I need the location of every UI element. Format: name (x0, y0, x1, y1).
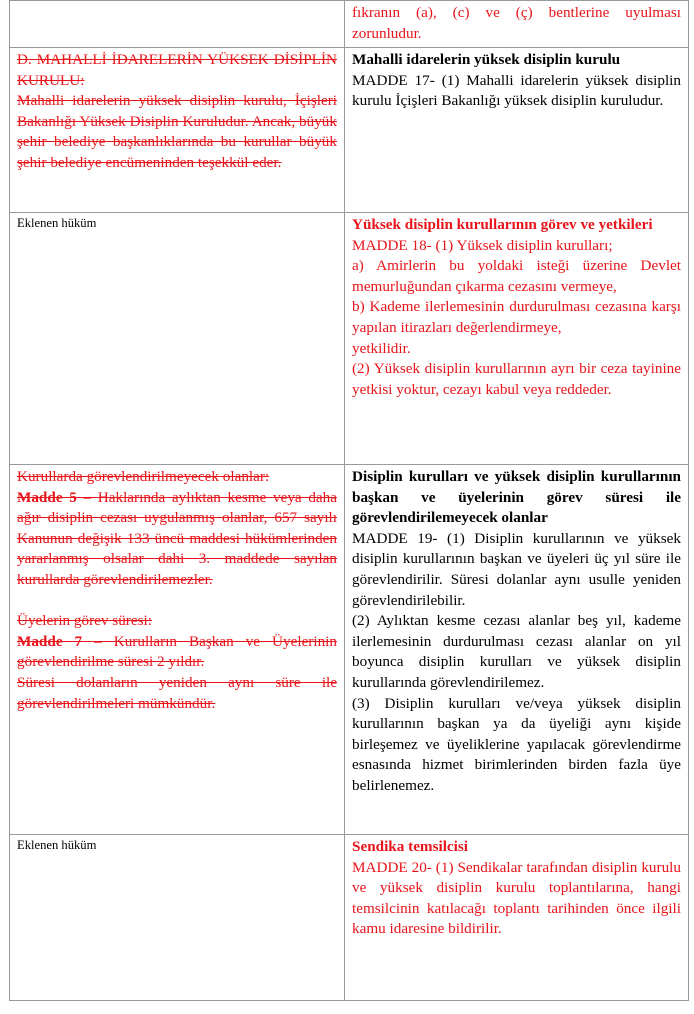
paragraph-text: Eklenen hüküm (17, 838, 97, 852)
paragraph-text: (2) Yüksek disiplin kurullarının ayrı bir ceza tayinine yetkisi yoktur, cezayı kabul veya reddeder. (352, 360, 681, 398)
paragraph-text: Sendika temsilcisi (352, 838, 469, 855)
paragraph-text: D. MAHALLİ İDARELERİN YÜKSEK DİSİPLİN KURULU: (17, 51, 337, 89)
old-text-cell (10, 835, 345, 1001)
paragraph-text: MADDE 17- (1) Mahalli idarelerin yüksek disiplin kurulu İçişleri Bakanlığı yüksek disiplin kuruludur. (352, 71, 681, 110)
new-text-cell (345, 213, 689, 465)
paragraph (352, 256, 681, 297)
paragraph-text: MADDE 20- (1) Sendikalar tarafından disiplin kurulu ve yüksek disiplin kurulu toplantılarına, hangi temsilcinin katılacağı toplantı tarihinden önce ilgili kamu idaresine bildirilir. (352, 858, 681, 938)
old-text-cell (10, 213, 345, 465)
paragraph-text: Yüksek disiplin kurullarının görev ve yetkileri (352, 216, 653, 233)
paragraph-text: MADDE 18- (1) Yüksek disiplin kurulları; (352, 236, 613, 254)
paragraph-text: b) Kademe ilerlemesinin durdurulması cezasına karşı yapılan itirazları değerlendirmeye, (352, 298, 681, 336)
paragraph-text: Süresi dolanların yeniden aynı süre ile görevlendirilmeleri mümkündür. (17, 673, 337, 712)
paragraph (17, 467, 337, 488)
paragraph (17, 611, 337, 632)
table-row (10, 48, 689, 213)
paragraph (17, 632, 337, 673)
paragraph (352, 529, 681, 611)
paragraph (352, 297, 681, 338)
table-row (10, 835, 689, 1001)
table-row (10, 1, 689, 48)
added-provision-label (17, 215, 337, 232)
paragraph (352, 236, 681, 257)
paragraph-text: (2) Aylıktan kesme cezası alanlar beş yıl, kademe ilerlemesinin durdurulması cezası alanlar on yıl boyunca disiplin kurulları ve yüksek disiplin kurullarında görevlendirilemez. (352, 612, 681, 691)
new-text-cell (345, 48, 689, 213)
paragraph-text: a) Amirlerin bu yoldaki isteği üzerine Devlet memurluğundan çıkarma cezasını vermeye, (352, 257, 681, 295)
table-row (10, 465, 689, 835)
article-heading (352, 215, 681, 236)
paragraph-text: Kurullarda görevlendirilmeyecek olanlar: (17, 468, 270, 485)
paragraph (17, 50, 337, 91)
paragraph (17, 591, 337, 612)
paragraph-text: yetkilidir. (352, 339, 411, 357)
paragraph (352, 858, 681, 940)
paragraph-text: Disiplin kurulları ve yüksek disiplin kurullarının başkan ve üyelerinin görev süresi ile görevlendirilemeyecek olanlar (352, 468, 681, 527)
paragraph (352, 3, 681, 44)
table-row (10, 213, 689, 465)
document-page (9, 0, 686, 1001)
article-heading (352, 50, 681, 71)
paragraph-text: (3) Disiplin kurulları ve/veya yüksek disiplin kurullarının başkan ya da üyeliği aynı kişide birleşemez ve üyeliklerine yapılacak görevlendirme esnasında hizmet birimlerinden birden fazla üye belirlenemez. (352, 694, 681, 794)
article-number: Madde 5 (17, 488, 77, 506)
added-provision-label (17, 837, 337, 854)
old-text-cell (10, 1, 345, 48)
paragraph (17, 488, 337, 591)
paragraph-text: MADDE 19- (1) Disiplin kurullarının ve yüksek disiplin kurullarının başkan ve üyeleri üç yıl süre ile görevlendirilir. Süresi dolanlar aynı usulle yeniden görevlendirilebilir. (352, 529, 681, 609)
paragraph (352, 71, 681, 112)
new-text-cell (345, 1, 689, 48)
paragraph (17, 91, 337, 173)
paragraph (352, 694, 681, 797)
paragraph-text: Mahalli idarelerin yüksek disiplin kurulu (352, 51, 621, 68)
article-heading (352, 467, 681, 529)
new-text-cell (345, 465, 689, 835)
paragraph-text: fıkranın (a), (c) ve (ç) bentlerine uyulması zorunludur. (352, 4, 681, 42)
new-text-cell (345, 835, 689, 1001)
paragraph (352, 339, 681, 360)
paragraph (352, 611, 681, 693)
paragraph-text: Üyelerin görev süresi: (17, 612, 152, 630)
paragraph (352, 359, 681, 400)
old-text-cell (10, 48, 345, 213)
paragraph-text: Mahalli idarelerin yüksek disiplin kurulu, İçişleri Bakanlığı Yüksek Disiplin Kuruludur. Ancak, büyük şehir belediye başkanlıklarında bu kurullar büyük şehir belediye encümeninden teşekkül eder. (17, 92, 337, 171)
paragraph-text: – Kurulların Başkan ve Üyelerinin görevlendirilme süresi 2 yıldır. (17, 632, 337, 671)
paragraph-text: Eklenen hüküm (17, 216, 97, 230)
paragraph-text: – Haklarında aylıktan kesme veya daha ağır disiplin cezası uygulanmış olanlar, 657 sayılı Kanunun değişik 133 üncü maddesi hükümlerinden yararlanmış olsalar dahi 3. maddede sayılan kurullarda görevlendirilemezler. (17, 488, 338, 588)
article-heading (352, 837, 681, 858)
paragraph (17, 673, 337, 714)
comparison-table (9, 0, 689, 1001)
article-number: Madde 7 (17, 632, 83, 650)
old-text-cell (10, 465, 345, 835)
